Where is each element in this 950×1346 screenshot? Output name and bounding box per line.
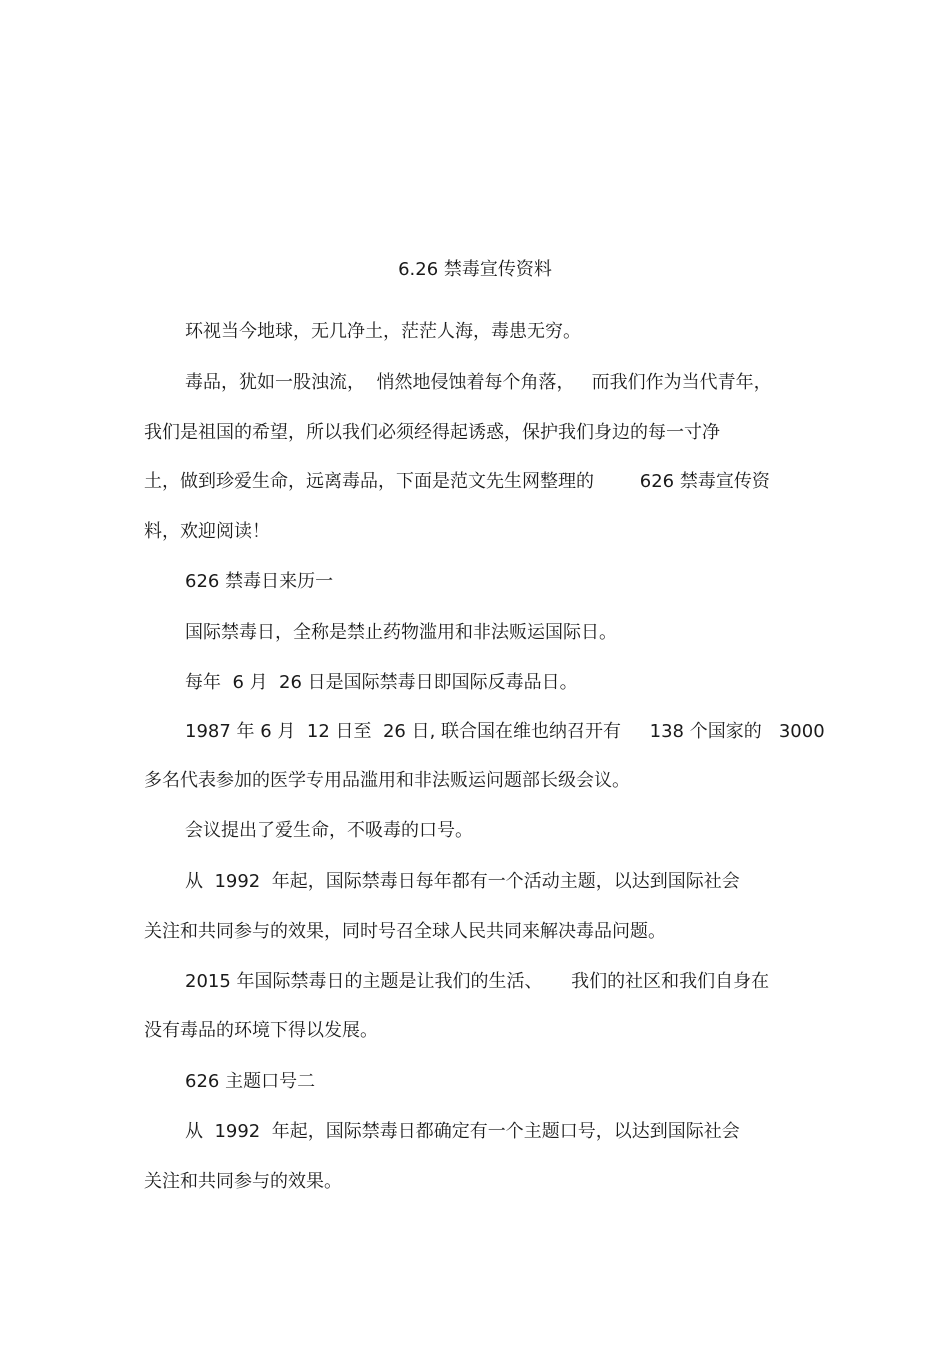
paragraph-line: 从 1992 年起，国际禁毒日都确定有一个主题口号，以达到国际社会 [185,1121,740,1142]
paragraph-line: 1987 年 6 月 12 日至 26 日, 联合国在维也纳召开有 138 个国家的 3000 [185,721,825,742]
paragraph-line: 我们是祖国的希望，所以我们必须经得起诱惑，保护我们身边的每一寸净 [144,422,720,443]
paragraph-line: 环视当今地球，无几净土，茫茫人海，毒患无穷。 [185,321,581,342]
paragraph-line: 多名代表参加的医学专用品滥用和非法贩运问题部长级会议。 [144,770,630,791]
paragraph-line: 会议提出了爱生命，不吸毒的口号。 [185,820,473,841]
paragraph-line: 2015 年国际禁毒日的主题是让我们的生活、 我们的社区和我们自身在 [185,971,770,992]
section-heading: 626 禁毒日来历一 [185,571,334,592]
paragraph-line: 料，欢迎阅读！ [144,521,270,542]
paragraph-line: 没有毒品的环境下得以发展。 [144,1020,378,1041]
paragraph-line: 毒品，犹如一股浊流， 悄然地侵蚀着每个角落， 而我们作为当代青年， [185,372,772,393]
section-heading: 626 主题口号二 [185,1071,316,1092]
paragraph-line: 土，做到珍爱生命，远离毒品，下面是范文先生网整理的 626 禁毒宣传资 [144,471,770,492]
paragraph-line: 关注和共同参与的效果，同时号召全球人民共同来解决毒品问题。 [144,921,666,942]
document-title: 6.26 禁毒宣传资料 [398,259,552,280]
paragraph-line: 国际禁毒日，全称是禁止药物滥用和非法贩运国际日。 [185,622,617,643]
paragraph-line: 关注和共同参与的效果。 [144,1171,342,1192]
paragraph-line: 每年 6 月 26 日是国际禁毒日即国际反毒品日。 [185,672,578,693]
paragraph-line: 从 1992 年起，国际禁毒日每年都有一个活动主题，以达到国际社会 [185,871,740,892]
